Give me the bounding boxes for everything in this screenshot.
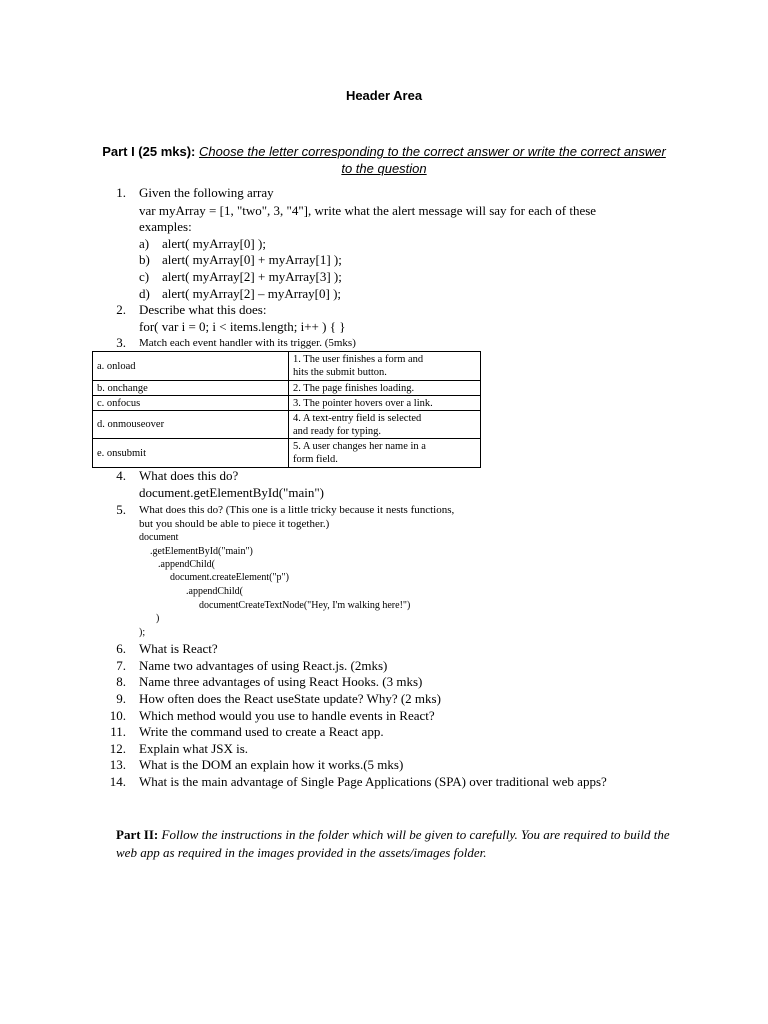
question-number: 10. (109, 708, 126, 723)
question-number: 12. (109, 741, 126, 756)
code-line: ); (139, 627, 146, 638)
question-text: Write the command used to create a React app. (139, 724, 384, 739)
q2-text: Describe what this does: (139, 302, 267, 317)
q1-sub-letter: a) (139, 236, 150, 251)
code-line: document (139, 532, 179, 543)
event-handler-table (92, 351, 481, 468)
question-number: 6. (116, 641, 126, 656)
trigger-cell (289, 352, 481, 381)
page-header: Header Area (345, 88, 423, 103)
q5-text: What does this do? (This one is a little tricky because it nests functions, (139, 504, 455, 516)
trigger-cell: 2. The page finishes loading. (289, 381, 481, 396)
trigger-line2: and ready for typing. (293, 425, 382, 437)
q1-sub-letter: c) (139, 269, 150, 284)
part1-label: Part I (25 mks): (102, 144, 196, 159)
question-number: 9. (116, 691, 126, 706)
trigger-cell (289, 439, 481, 468)
code-line: ) (156, 613, 160, 624)
question-text: Which method would you use to handle events in React? (139, 708, 435, 723)
table-row (93, 411, 481, 439)
q1-line3: examples: (139, 219, 192, 234)
question-text: What is the DOM an explain how it works.(5 mks) (139, 757, 404, 772)
question-text: What is the main advantage of Single Page Applications (SPA) over traditional web apps? (139, 774, 607, 789)
handler-cell: a. onload (93, 352, 289, 381)
code-line: .appendChild( (186, 586, 243, 597)
q4-text: What does this do? (139, 468, 239, 483)
q1-line2: var myArray = [1, "two", 3, "4"], write what the alert message will say for each of these (139, 203, 597, 218)
handler-cell: d. onmouseover (93, 411, 289, 439)
trigger-line1: 4. A text-entry field is selected (293, 412, 422, 424)
q3-number: 3. (116, 335, 126, 350)
table-row (93, 396, 481, 411)
q5-number: 5. (116, 502, 126, 517)
q3-text: Match each event handler with its trigger. (5mks) (139, 337, 356, 349)
question-number: 7. (116, 658, 126, 673)
q2-code: for( var i = 0; i < items.length; i++ ) { } (139, 319, 346, 334)
trigger-cell: 3. The pointer hovers over a link. (289, 396, 481, 411)
q4-number: 4. (116, 468, 126, 483)
trigger-line1: 1. The user finishes a form and (293, 354, 424, 365)
q1-text: Given the following array (139, 185, 274, 200)
code-line: .getElementById("main") (150, 546, 253, 557)
code-line: documentCreateTextNode("Hey, I'm walking here!") (199, 600, 411, 611)
question-number: 11. (110, 724, 126, 739)
q1-number: 1. (116, 185, 126, 200)
question-number: 13. (109, 757, 126, 772)
part2-label: Part II: (116, 827, 159, 842)
question-number: 14. (109, 774, 126, 789)
part2-section (116, 826, 676, 862)
table-row (93, 352, 481, 381)
trigger-line2: form field. (293, 454, 338, 465)
part1-heading (97, 143, 671, 177)
question-text: Explain what JSX is. (139, 741, 249, 756)
trigger-line1: 5. A user changes her name in a (293, 441, 426, 452)
question-number: 8. (116, 674, 126, 689)
q5-line2: but you should be able to piece it together.) (139, 518, 330, 530)
part2-text: Follow the instructions in the folder which will be given to carefully. You are required to build the web app as required in the images provided in the assets/images folder. (116, 827, 670, 860)
q1-sub-text: alert( myArray[2] + myArray[3] ); (162, 269, 342, 284)
q1-sub-letter: b) (139, 252, 150, 267)
question-text: How often does the React useState update? Why? (2 mks) (139, 691, 441, 706)
table-row (93, 381, 481, 396)
q1-sub-letter: d) (139, 286, 150, 301)
handler-cell: e. onsubmit (93, 439, 289, 468)
question-text: Name two advantages of using React.js. (2mks) (139, 658, 388, 673)
table-row (93, 439, 481, 468)
part1-instruction: Choose the letter corresponding to the correct answer or write the correct answer to the question (199, 144, 666, 176)
code-line: document.createElement("p") (170, 572, 289, 583)
trigger-cell (289, 411, 481, 439)
q4-code: document.getElementById("main") (139, 485, 324, 500)
q1-sub-text: alert( myArray[2] – myArray[0] ); (162, 286, 342, 301)
trigger-line2: hits the submit button. (293, 367, 387, 378)
handler-cell: c. onfocus (93, 396, 289, 411)
question-text: What is React? (139, 641, 218, 656)
code-line: .appendChild( (158, 559, 215, 570)
handler-cell: b. onchange (93, 381, 289, 396)
q2-number: 2. (116, 302, 126, 317)
q1-sub-text: alert( myArray[0] ); (162, 236, 266, 251)
q1-sub-text: alert( myArray[0] + myArray[1] ); (162, 252, 342, 267)
question-text: Name three advantages of using React Hooks. (3 mks) (139, 674, 423, 689)
